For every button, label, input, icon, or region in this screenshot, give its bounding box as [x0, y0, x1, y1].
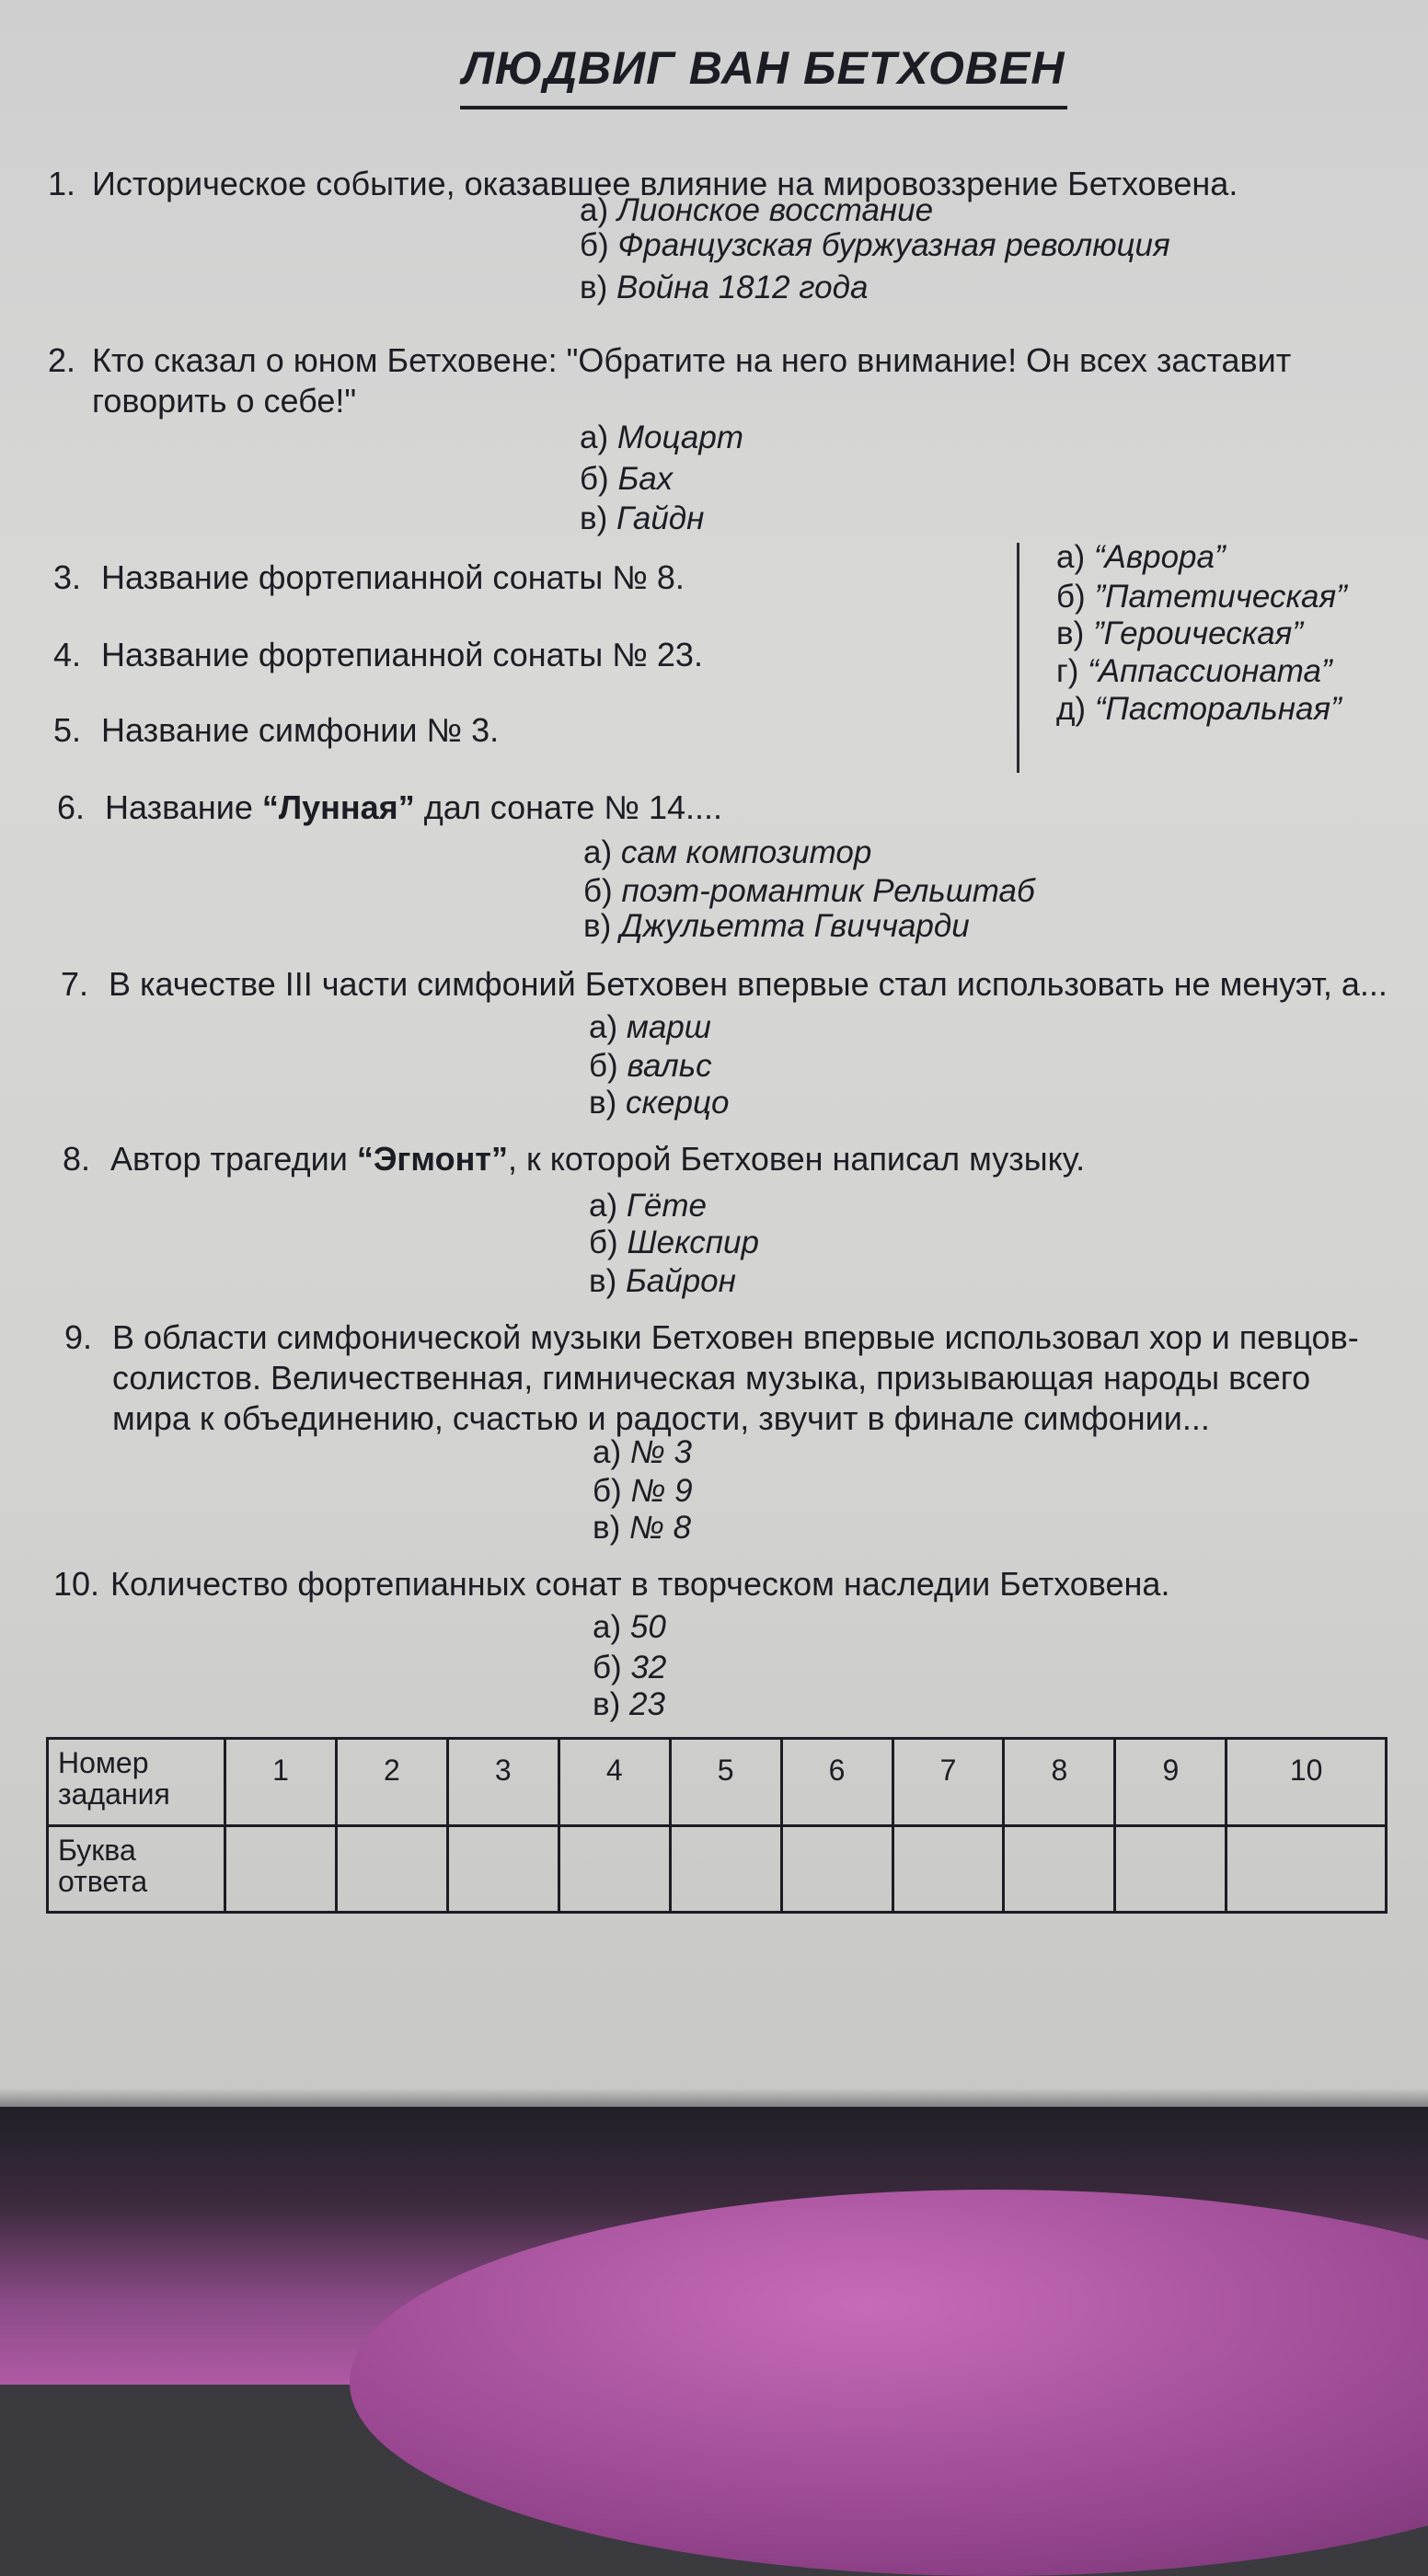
q10-option-c: в) 23: [593, 1686, 665, 1722]
q2-option-a: а) Моцарт: [580, 420, 743, 455]
q8-option-b: б) Шекспир: [589, 1225, 759, 1260]
question-2: [48, 340, 1428, 421]
question-5: 5. Название симфонии № 3.: [53, 711, 500, 749]
q6-option-c: в) Джульетта Гвиччарди: [583, 908, 970, 944]
sonata-option-a: а) “Аврора”: [1056, 539, 1226, 575]
table-cell-number: 4: [559, 1739, 670, 1826]
question-number: 1.: [48, 165, 76, 202]
answer-cell[interactable]: [1226, 1825, 1387, 1913]
question-4: 4. Название фортепианной сонаты № 23.: [53, 636, 703, 673]
sonata-option-b: б) ”Патетическая”: [1056, 579, 1347, 615]
sonata-option-e: д) “Пасторальная”: [1056, 691, 1342, 727]
q7-option-b: б) вальс: [589, 1048, 712, 1084]
q9-option-a: а) № 3: [593, 1434, 692, 1470]
table-cell-number: 3: [447, 1739, 559, 1826]
q9-option-c: в) № 8: [593, 1510, 692, 1546]
table-cell-number: 7: [892, 1739, 1004, 1826]
question-7: 7. В качестве III части симфоний Бетховен впервые стал использовать не менуэт, а...: [61, 965, 1388, 1003]
table-cell-number: 10: [1226, 1739, 1387, 1826]
q2-option-b: б) Бах: [580, 461, 674, 497]
title-underline: [460, 106, 1067, 109]
answer-cell[interactable]: [1115, 1825, 1226, 1913]
table-header-number: Номер задания: [48, 1739, 225, 1826]
answer-cell[interactable]: [336, 1825, 447, 1913]
q6-option-b: б) поэт-романтик Рельштаб: [583, 873, 1035, 909]
table-cell-number: 1: [225, 1739, 337, 1826]
page-title: ЛЮДВИГ ВАН БЕТХОВЕН: [462, 42, 1065, 94]
question-8: 8. Автор трагедии “Эгмонт”, к которой Бетховен написал музыку.: [63, 1140, 1086, 1178]
sonata-option-c: в) ”Героическая”: [1056, 615, 1304, 651]
table-cell-number: 2: [336, 1739, 447, 1826]
q8-option-c: в) Байрон: [589, 1263, 736, 1299]
table-row-answers: [48, 1825, 1387, 1913]
answer-cell[interactable]: [225, 1825, 337, 1913]
answer-cell[interactable]: [670, 1825, 781, 1913]
q7-option-c: в) скерцо: [589, 1085, 730, 1121]
question-number: 2.: [48, 341, 76, 379]
q10-option-a: а) 50: [593, 1609, 666, 1645]
table-cell-number: 8: [1004, 1739, 1115, 1826]
answer-cell[interactable]: [781, 1825, 892, 1913]
question-text-line2: говорить о себе!": [92, 382, 357, 420]
table-cell-number: 5: [670, 1739, 781, 1826]
table-row-numbers: [48, 1739, 1387, 1826]
question-9: 9. В области симфонической музыки Бетховен впервые использовал хор и певцов- солистов. Величественная, гимническая музыка, призывающая народы всего мира к объединению, счастью и радости, звучит в финале симфонии...: [64, 1318, 1359, 1437]
q2-option-c: в) Гайдн: [580, 500, 705, 536]
q1-option-b: б) Французская буржуазная революция: [580, 227, 1170, 263]
answer-cell[interactable]: [892, 1825, 1004, 1913]
question-text: Историческое событие, оказавшее влияние на мировоззрение Бетховена.: [92, 165, 1238, 202]
sonata-option-d: г) “Аппассионата”: [1056, 653, 1332, 689]
question-10: 10. Количество фортепианных сонат в творческом наследии Бетховена.: [53, 1565, 1170, 1603]
q8-option-a: а) Гёте: [589, 1188, 707, 1224]
question-text-line1: Кто сказал о юном Бетховене: "Обратите на него внимание! Он всех заставит: [92, 341, 1292, 379]
answer-table: [46, 1737, 1388, 1914]
answer-cell[interactable]: [559, 1825, 670, 1913]
q1-option-c: в) Война 1812 года: [580, 270, 869, 305]
q6-option-a: а) сам композитор: [583, 834, 872, 870]
question-3: 3. Название фортепианной сонаты № 8.: [53, 558, 685, 596]
q9-option-b: б) № 9: [593, 1473, 693, 1509]
table-header-answer: Буква ответа: [48, 1825, 225, 1913]
answer-cell[interactable]: [1004, 1825, 1115, 1913]
q10-option-b: б) 32: [593, 1650, 667, 1685]
q7-option-a: а) марш: [589, 1009, 711, 1045]
table-cell-number: 9: [1115, 1739, 1226, 1826]
question-6: 6. Название “Лунная” дал сонате № 14....: [57, 788, 723, 826]
q1-option-a: а) Лионское восстание: [580, 192, 934, 228]
divider-line: [1017, 543, 1019, 773]
answer-cell[interactable]: [447, 1825, 559, 1913]
table-cell-number: 6: [781, 1739, 892, 1826]
